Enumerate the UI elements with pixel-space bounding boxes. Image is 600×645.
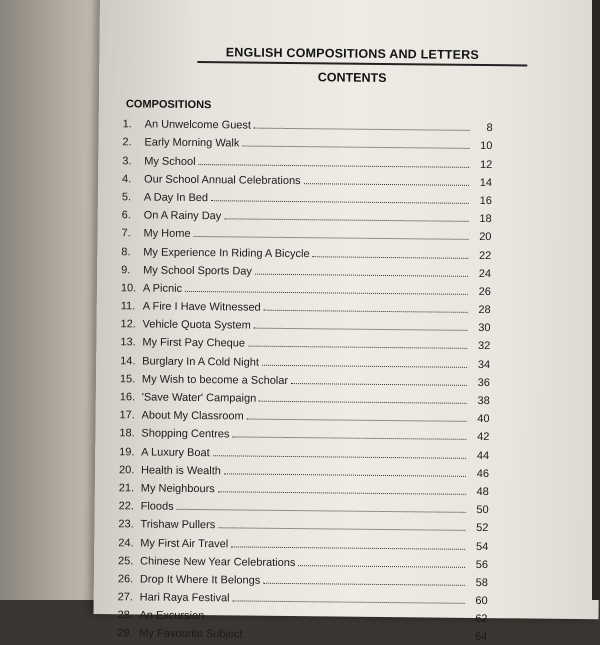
dot-leader [291, 382, 467, 386]
page-edge-shadow [592, 0, 600, 600]
dot-leader [224, 217, 468, 222]
entry-title: My Experience In Riding A Bicycle [143, 245, 310, 260]
entry-title: Chinese New Year Celebrations [140, 555, 296, 569]
entry-title: A Fire I Have Witnessed [142, 300, 261, 314]
entry-title: My Favourite Subject [139, 627, 243, 641]
dot-leader [218, 527, 465, 532]
entry-page-number: 62 [475, 613, 488, 626]
book-heading: ENGLISH COMPOSITIONS AND LETTERS [225, 45, 480, 62]
entry-page-number: 20 [479, 231, 492, 244]
entry-page-number: 60 [475, 595, 488, 608]
entry-page-number: 12 [479, 158, 493, 171]
entry-number: 29. [117, 627, 133, 640]
dot-leader [185, 290, 468, 295]
entry-number: 4. [122, 172, 132, 186]
entry-title: 'Save Water' Campaign [141, 391, 257, 405]
entry-number: 2. [122, 136, 132, 149]
entry-number: 17. [119, 409, 135, 422]
entry-page-number: 44 [476, 449, 490, 462]
dot-leader [262, 363, 467, 367]
entry-number: 6. [121, 209, 131, 222]
entry-page-number: 54 [475, 540, 489, 553]
toc-list [117, 112, 493, 643]
entry-page-number: 58 [475, 576, 488, 589]
entry-page-number: 56 [475, 558, 489, 571]
dot-leader [254, 327, 468, 331]
dot-leader [304, 182, 469, 186]
dot-leader [248, 345, 467, 349]
entry-title: Drop It Where It Belongs [139, 573, 261, 587]
entry-title: Shopping Centres [141, 427, 230, 441]
entry-page-number: 18 [479, 213, 492, 226]
entry-title: Our School Annual Celebrations [143, 173, 301, 187]
toc-entry [117, 621, 487, 643]
entry-number: 11. [120, 300, 136, 313]
entry-number: 13. [120, 336, 136, 349]
entry-title: My School Sports Day [143, 264, 252, 278]
dot-leader [254, 127, 470, 131]
contents-page [94, 0, 600, 644]
entry-title: My Neighbours [140, 482, 215, 496]
entry-title: An Unwelcome Guest [144, 118, 252, 132]
dot-leader [218, 490, 466, 495]
dot-leader [199, 163, 470, 168]
entry-number: 19. [119, 445, 135, 458]
entry-title: A Luxury Boat [141, 446, 210, 459]
dot-leader [242, 145, 469, 149]
entry-title: Hari Raya Festival [139, 591, 230, 605]
entry-title: My First Pay Cheque [142, 336, 246, 350]
entry-page-number: 42 [477, 431, 490, 444]
entry-number: 23. [118, 518, 134, 531]
entry-page-number: 22 [478, 249, 492, 262]
dot-leader [224, 472, 466, 477]
dot-leader [313, 255, 469, 259]
section-label: COMPOSITIONS [125, 98, 212, 112]
entry-title: Burglary In A Cold Night [142, 355, 260, 369]
entry-title: On A Rainy Day [143, 209, 222, 223]
entry-number: 5. [121, 191, 132, 204]
entry-page-number: 40 [477, 413, 490, 426]
entry-page-number: 14 [479, 176, 493, 189]
dot-leader [211, 199, 469, 204]
dot-leader [298, 564, 465, 568]
entry-number: 12. [120, 318, 136, 331]
entry-page-number: 36 [477, 376, 491, 389]
entry-page-number: 28 [478, 304, 491, 317]
entry-number: 3. [122, 154, 132, 167]
entry-page-number: 26 [478, 285, 491, 298]
entry-page-number: 64 [474, 631, 488, 644]
dot-leader [177, 508, 466, 513]
entry-title: Trishaw Pullers [140, 518, 216, 532]
entry-page-number: 38 [477, 394, 490, 408]
entry-page-number: 30 [478, 322, 491, 335]
entry-title: Vehicle Quota System [142, 318, 251, 332]
entry-number: 20. [118, 463, 135, 477]
entry-number: 24. [118, 536, 134, 549]
entry-title: A Picnic [142, 282, 183, 295]
entry-title: Health is Wealth [140, 464, 221, 478]
entry-number: 10. [120, 282, 137, 295]
entry-page-number: 10 [480, 140, 493, 153]
entry-page-number: 34 [477, 358, 491, 371]
entry-number: 22. [118, 500, 134, 513]
entry-number: 25. [118, 554, 134, 568]
entry-title: My Home [143, 227, 191, 241]
dot-leader [231, 545, 465, 549]
entry-number: 18. [119, 427, 135, 440]
entry-number: 8. [121, 245, 131, 258]
entry-page-number: 24 [478, 267, 492, 280]
entry-number: 15. [119, 373, 136, 386]
entry-title: My First Air Travel [140, 536, 229, 550]
entry-page-number: 50 [476, 504, 489, 517]
entry-number: 14. [120, 354, 136, 368]
dot-leader [194, 235, 469, 240]
contents-title: CONTENTS [317, 70, 387, 86]
dot-leader [232, 436, 466, 440]
entry-page-number: 32 [478, 340, 491, 353]
dot-leader [259, 400, 467, 404]
entry-title: My Wish to become a Scholar [141, 373, 289, 387]
dot-leader [264, 309, 468, 313]
entry-number: 1. [122, 118, 132, 131]
dot-leader [247, 418, 467, 422]
dot-leader [255, 272, 468, 276]
entry-title: My School [144, 155, 196, 168]
entry-number: 16. [119, 391, 136, 404]
entry-title: Early Morning Walk [144, 136, 240, 150]
entry-number: 7. [121, 227, 131, 240]
entry-page-number: 46 [476, 467, 490, 480]
entry-page-number: 16 [479, 194, 492, 208]
dot-leader [213, 454, 467, 459]
entry-title: A Day In Bed [143, 191, 209, 205]
dot-leader [233, 599, 465, 603]
entry-page-number: 8 [486, 122, 493, 135]
entry-number: 9. [121, 263, 131, 277]
entry-title: Floods [140, 500, 174, 513]
entry-number: 21. [118, 482, 135, 495]
entry-number: 27. [117, 591, 134, 604]
entry-number: 28. [117, 609, 133, 622]
dot-leader [263, 582, 465, 586]
entry-page-number: 48 [476, 485, 489, 499]
entry-title: About My Classroom [141, 409, 244, 423]
entry-title: An Excursion [139, 609, 205, 623]
entry-page-number: 52 [476, 522, 489, 535]
dot-leader [246, 636, 465, 640]
entry-number: 26. [117, 573, 134, 586]
dot-leader [207, 617, 464, 622]
